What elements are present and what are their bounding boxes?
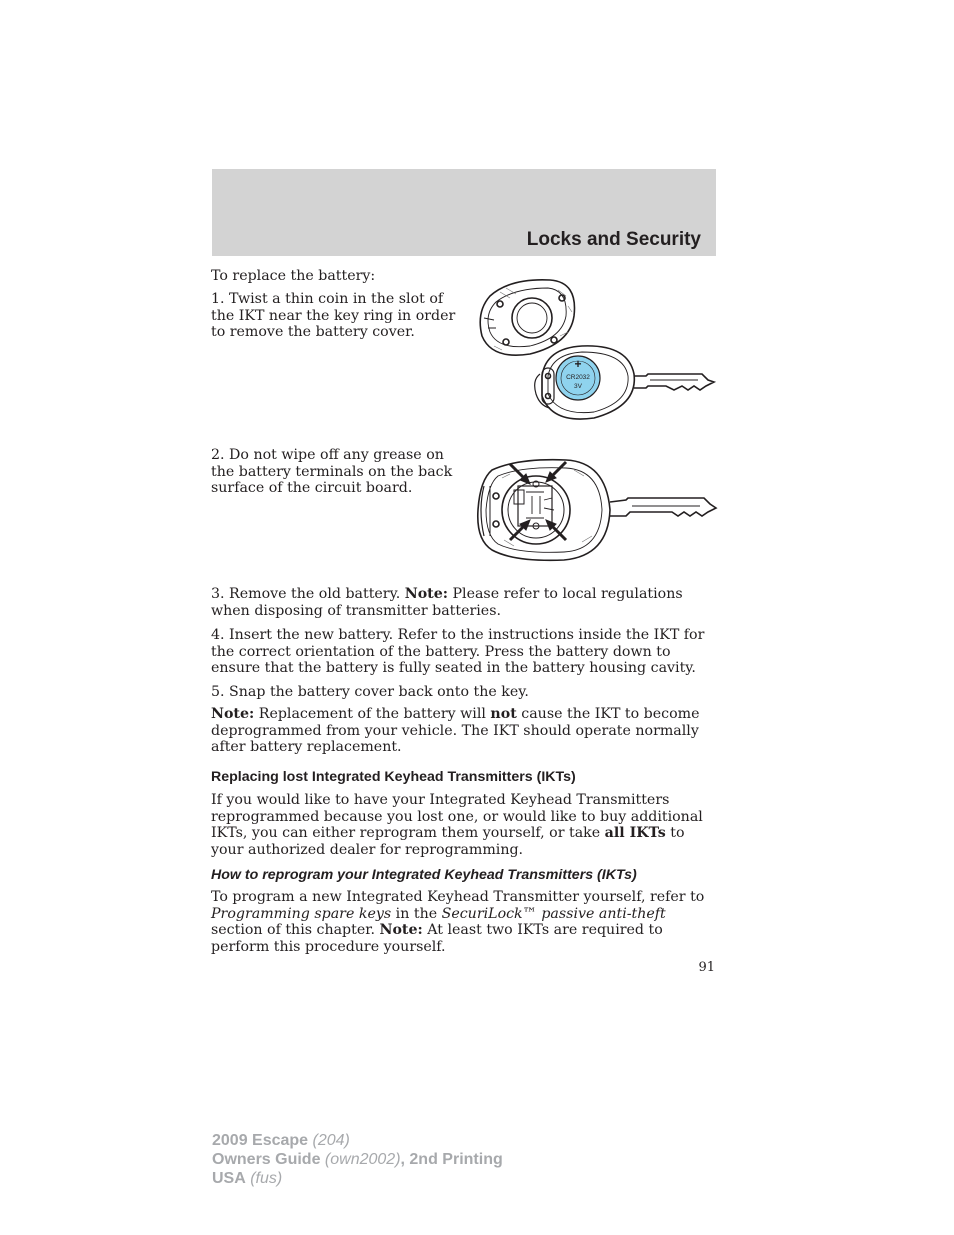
battery-model-label: CR2032 — [566, 374, 590, 381]
battery-plus-label: + — [574, 357, 582, 371]
section-heading-how-to-reprogram: How to reprogram your Integrated Keyhead Transmitters (IKTs) — [211, 867, 637, 883]
key-blade-shape — [634, 374, 714, 390]
page-number: 91 — [698, 960, 715, 975]
battery-voltage-label: 3V — [574, 383, 582, 390]
section-heading-replacing-lost-ikts: Replacing lost Integrated Keyhead Transmitters (IKTs) — [211, 769, 576, 785]
step-5-text: 5. Snap the battery cover back onto the key. — [211, 684, 529, 700]
page-title: Locks and Security — [526, 229, 701, 250]
key-battery-cover-figure — [470, 276, 720, 426]
footer-line-3: USA (fus) — [212, 1170, 283, 1187]
footer-line-2: Owners Guide (own2002), 2nd Printing — [212, 1151, 503, 1168]
step-3-text: 3. Remove the old battery. Note: Please refer to local regulations when disposing of transmitter batteries. — [211, 586, 683, 619]
battery-note-text: Note: Replacement of the battery will not cause the IKT to become deprogrammed from your vehicle. The IKT should operate normally after battery replacement. — [211, 706, 700, 756]
step-4-text: 4. Insert the new battery. Refer to the instructions inside the IKT for the correct orientation of the battery. Press the battery down to ensure that the battery is fully seated in the battery housing cavity. — [211, 627, 705, 677]
step-2-text: 2. Do not wipe off any grease on the battery terminals on the back surface of the circuit board. — [211, 447, 453, 497]
key-head-back-shape — [478, 460, 610, 561]
header-band — [212, 169, 716, 256]
document-footer — [212, 1131, 503, 1188]
section-2-body: To program a new Integrated Keyhead Transmitter yourself, refer to Programming spare keys in the SecuriLock™ passive anti-theft section of this chapter. Note: At least two IKTs are required to perform this procedure yourself. — [211, 889, 705, 955]
key-blade-back-shape — [610, 498, 716, 516]
footer-line-1: 2009 Escape (204) — [212, 1132, 350, 1149]
section-1-body: If you would like to have your Integrated Keyhead Transmitters reprogrammed because you lost one, or would like to buy additional IKTs, you can either reprogram them yourself, or take all IKTs to your authorized dealer for reprogramming. — [211, 792, 703, 858]
battery-cover-shape — [480, 280, 574, 355]
key-circuit-board-figure — [474, 456, 720, 564]
intro-text: To replace the battery: — [211, 268, 376, 284]
step-1-text: 1. Twist a thin coin in the slot of the IKT near the key ring in order to remove the battery cover. — [211, 291, 456, 341]
